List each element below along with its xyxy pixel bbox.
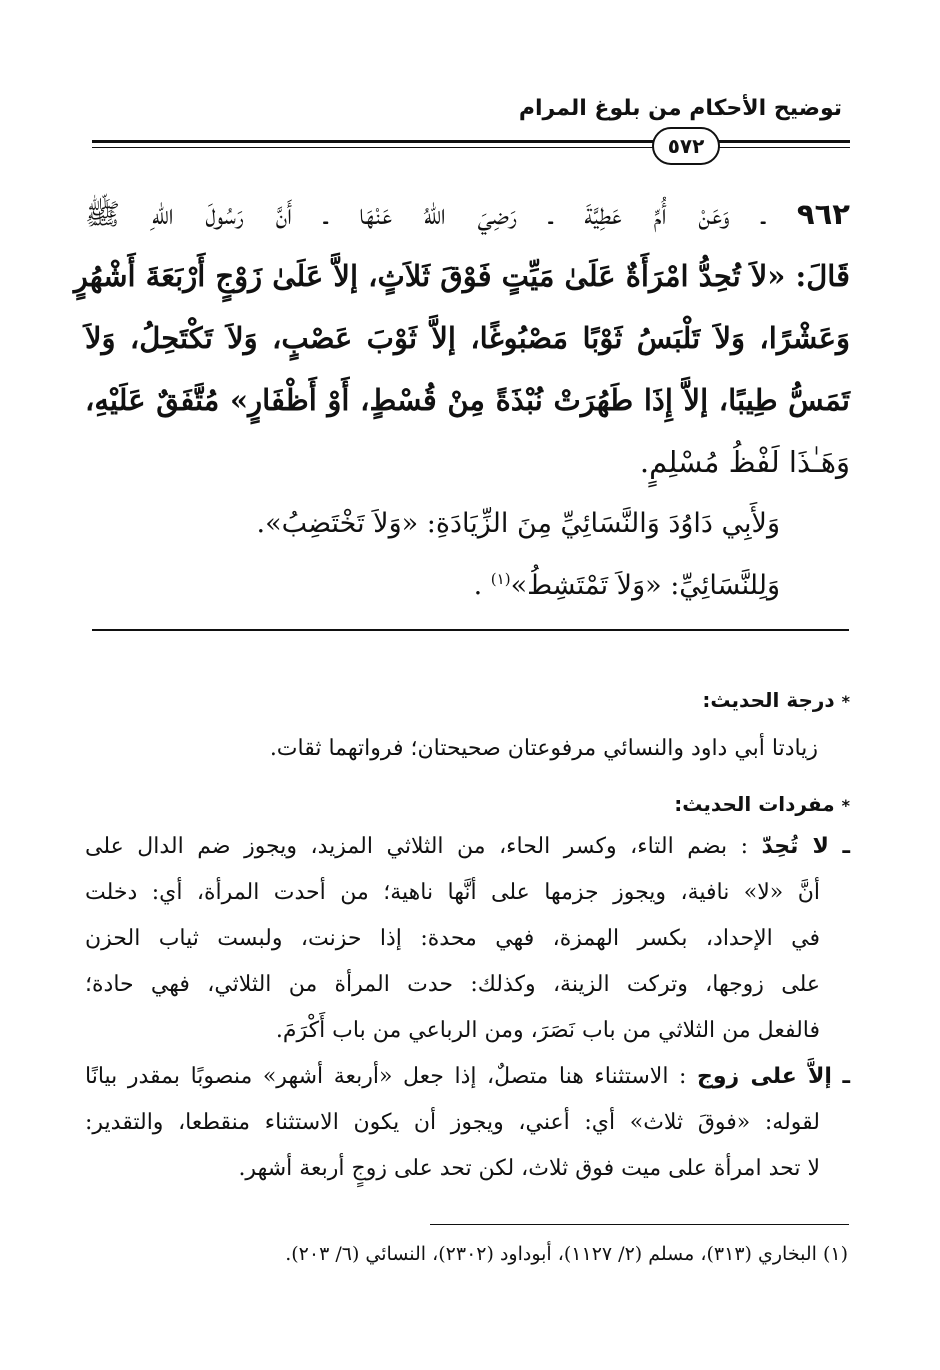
hadith-line: وَهَـٰذَا لَفْظُ مُسْلِمٍ. (639, 445, 850, 479)
entry-dash: ـ (842, 834, 850, 859)
star-icon: * (841, 796, 850, 815)
section-divider (92, 629, 849, 631)
degree-heading (85, 680, 850, 720)
hadith-line (85, 183, 850, 245)
entry-term: لا تُحِدّ (761, 834, 829, 859)
footnote-text: البخاري (٣١٣)، مسلم (٢/ ١١٢٧)، أبوداود (٢٣٠٢)، النسائي (٦/ ٢٠٣). (285, 1243, 817, 1265)
footnote-rule (430, 1224, 849, 1225)
hadith-number: ٩٦٢ (796, 197, 851, 231)
entry-line: فالفعل من الثلاثي من باب نَصَرَ، ومن الرباعي من باب أَكْرَمَ. (275, 1018, 820, 1043)
entry-line: لقوله: «فوقَ ثلاث» أي: أعني، ويجوز أن يكون الاستثناء منقطعا، والتقدير: (85, 1110, 820, 1135)
running-title: توضيح الأحكام من بلوغ المرام (518, 96, 842, 121)
star-icon: * (841, 692, 850, 711)
entry-line: أنَّ «لا» نافية، ويجوز جزمها على أنَّها ناهية؛ من أحدت المرأة، أي: دخلت (85, 880, 820, 905)
degree-heading-text: درجة الحديث: (702, 688, 835, 712)
entry-term: إلاَّ على زوج (697, 1064, 832, 1089)
header-rule (712, 147, 850, 148)
commentary (85, 680, 850, 1192)
header-rule (92, 147, 657, 148)
entry-line-text: : بضم التاء، وكسر الحاء، من الثلاثي المزيد، ويجوز ضم الدال على (85, 834, 749, 859)
hadith-line: تَمَسُّ طِيبًا، إلاَّ إِذَا طَهُرَتْ نُبْذَةً مِنْ قُسْطٍ، أَوْ أَظْفَارٍ» مُتَّفَقٌ عَلَيْهِ، (85, 383, 850, 417)
abu-dawud-addition: وَلأَبِي دَاوُدَ وَالنَّسَائِيِّ مِنَ الزِّيَادَةِ: «وَلاَ تَخْتَضِبُ». (256, 508, 780, 539)
vocabulary-heading-text: مفردات الحديث: (674, 792, 835, 816)
entry-line (85, 1054, 850, 1100)
page-number (652, 127, 720, 165)
page-number-text: ٥٧٢ (667, 134, 705, 158)
footnote (285, 1238, 848, 1270)
entry-line-text: : الاستثناء هنا متصلٌ، إذا جعل «أربعة أشهر» منصوبًا بمقدر بيانًا (85, 1064, 687, 1089)
hadith-line: قَالَ: «لاَ تُحِدُّ امْرَأَةٌ عَلَىٰ مَيِّتٍ فَوْقَ ثَلاَثٍ، إلاَّ عَلَىٰ زَوْجٍ أَرْبَعَةَ أَشْهُرٍ (73, 259, 850, 293)
header-rule (712, 140, 850, 143)
entry-dash: ـ (842, 1064, 851, 1089)
hadith-text (73, 183, 851, 617)
hadith-line: وَعَشْرًا، وَلاَ تَلْبَسُ ثَوْبًا مَصْبُوغًا، إلاَّ ثَوْبَ عَصْبٍ، وَلاَ تَكْتَحِلُ، وَلاَ (85, 321, 850, 355)
vocabulary-heading (85, 784, 850, 824)
entry-line: لا تحد امرأة على ميت فوق ثلاث، لكن تحد على زوجٍ أربعة أشهر. (238, 1156, 820, 1181)
degree-text: زيادتا أبي داود والنسائي مرفوعتان صحيحتان؛ فرواتهما ثقات. (269, 736, 818, 761)
nasai-addition-line (85, 555, 850, 617)
nasai-addition: وَلِلنَّسَائِيِّ: «وَلاَ تَمْتَشِطُ» (510, 570, 780, 601)
header-rule (92, 140, 657, 143)
entry-line (85, 824, 850, 870)
footnote-number: (١) (822, 1243, 848, 1265)
footnote-marker: (١) (490, 570, 511, 588)
nasai-end: . (473, 570, 483, 601)
entry-line: في الإحداد، بكسر الهمزة، فهي محدة: إذا حزنت، ولبست ثياب الحزن (85, 926, 821, 951)
entry-line: على زوجها، وتركت الزينة، وكذلك: حدت المرأة من الثلاثي، فهي حادة؛ (85, 972, 820, 997)
vocabulary-entry (85, 824, 850, 1054)
vocabulary-entry (85, 1054, 850, 1192)
hadith-line-text: ـ وَعَنْ أُمِّ عَطِيَّةَ ـ رَضِيَ اللهُ عَنْهَا ـ أَنَّ رَسُولَ اللهِ ﷺ (85, 197, 766, 231)
